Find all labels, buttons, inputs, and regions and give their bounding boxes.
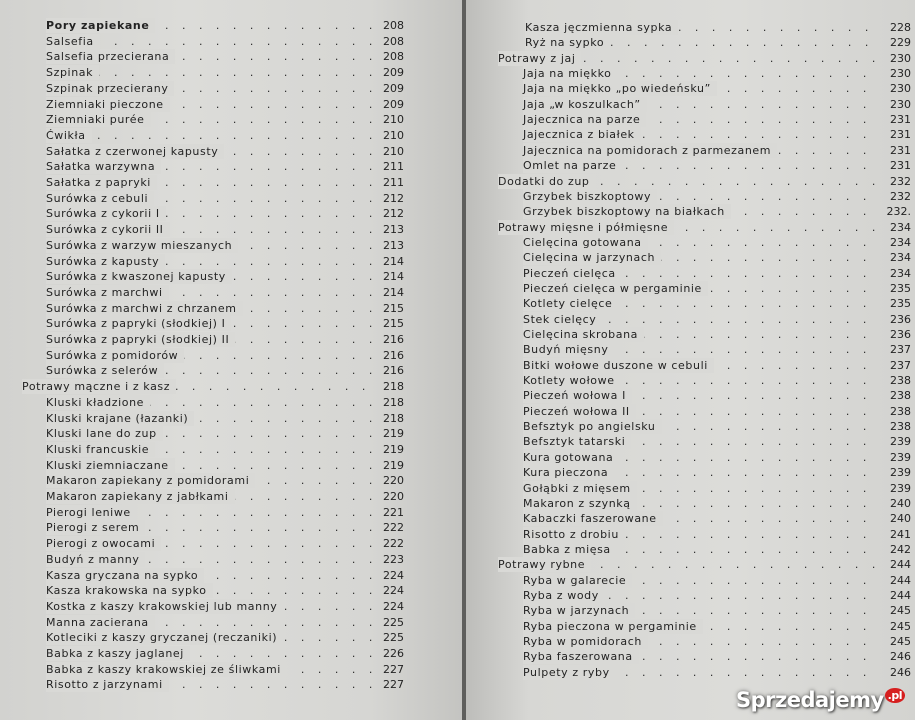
toc-entry (523, 327, 911, 342)
toc-entry (523, 235, 911, 250)
toc-entry (523, 634, 911, 649)
toc-entry-title: Kluski lane do zup (46, 426, 163, 441)
toc-entry-title: Cielęcina skrobana (523, 327, 644, 342)
toc-entry-page: 215 (383, 317, 404, 331)
toc-entry-title: Potrawy rybne (498, 557, 591, 572)
toc-entry-title: Pory zapiekane (46, 18, 155, 33)
toc-entry (523, 573, 911, 588)
toc-entry (46, 615, 404, 630)
toc-entry-page: 220 (383, 474, 404, 488)
toc-entry-title: Pieczeń cielęca (523, 266, 622, 281)
toc-entry (523, 250, 911, 265)
toc-entry-title: Sałatka z czerwonej kapusty (46, 144, 224, 159)
toc-entry (46, 552, 404, 567)
toc-entry-page: 244 (890, 558, 911, 572)
toc-entry-title: Kostka z kaszy krakowskiej lub manny (46, 599, 283, 614)
toc-entry-page: 211 (383, 176, 404, 189)
toc-entry (46, 175, 404, 190)
toc-entry-title: Surówka z pomidorów (46, 348, 184, 363)
toc-entry-page: 211 (383, 160, 404, 174)
toc-entry-page: 231 (890, 159, 911, 173)
toc-entry (46, 348, 404, 363)
toc-entry-title: Kotleciki z kaszy gryczanej (reczaniki) (46, 630, 283, 645)
toc-entry-page: 225 (383, 631, 404, 645)
toc-entry-page: 216 (383, 333, 404, 346)
toc-entry-title: Ryba faszerowana (523, 649, 639, 664)
toc-entry-page: 245 (890, 635, 911, 648)
toc-entry-title: Makaron zapiekany z jabłkami (46, 489, 235, 504)
toc-entry (523, 588, 911, 603)
toc-entry (523, 450, 911, 465)
toc-entry-page: 210 (383, 144, 404, 158)
toc-entry (523, 97, 911, 112)
toc-entry-title: Budyń z manny (46, 552, 145, 567)
toc-entry (523, 542, 911, 557)
toc-entry (46, 112, 404, 127)
toc-entry-page: 239 (890, 435, 911, 449)
toc-entry-page: 227 (383, 662, 404, 676)
toc-entry-title: Ziemniaki purée (46, 112, 151, 127)
toc-entry-title: Kotlety cielęce (523, 296, 618, 311)
toc-entry-page: 218 (383, 380, 404, 394)
toc-entry-title: Kluski ziemniaczane (46, 458, 175, 473)
watermark-text: Sprzedajemy (735, 688, 884, 712)
toc-entry (523, 296, 911, 311)
toc-entry-title: Befsztyk po angielsku (523, 419, 662, 434)
toc-entry-title: Cielęcina gotowana (523, 235, 648, 250)
toc-entry-title: Ziemniaki pieczone (46, 97, 170, 112)
watermark-suffix: .pl (885, 688, 905, 703)
watermark-logo (736, 688, 905, 712)
toc-entry-title: Jaja na miękko „po wiedeńsku” (523, 81, 717, 96)
toc-entry-page: 213 (383, 223, 404, 237)
toc-entry-title: Babka z kaszy krakowskiej ze śliwkami (46, 662, 287, 677)
toc-entry-title: Kura gotowana (523, 450, 619, 465)
right-page (466, 0, 915, 720)
toc-entry-title: Pierogi z owocami (46, 536, 161, 551)
toc-entry-page: 234 (890, 251, 911, 265)
toc-entry-title: Manna zacierana (46, 615, 155, 630)
toc-entry (523, 312, 911, 327)
toc-entry (46, 269, 404, 284)
toc-entry (46, 222, 404, 237)
toc-entry (523, 189, 911, 204)
toc-entry (46, 583, 404, 598)
toc-entry-page: 238 (890, 389, 911, 403)
toc-entry-page: 212 (383, 207, 404, 221)
toc-entry-page: 238 (890, 420, 911, 434)
toc-entry (498, 51, 911, 66)
toc-entry-title: Kotlety wołowe (523, 373, 621, 388)
toc-entry-page: 230 (890, 82, 911, 96)
toc-entry (523, 649, 911, 664)
toc-entry (46, 458, 404, 473)
toc-entry-title: Sałatka z papryki (46, 175, 157, 190)
toc-entry-page: 208 (383, 34, 404, 48)
toc-entry (523, 619, 911, 634)
toc-entry (46, 238, 404, 253)
toc-entry (523, 511, 911, 526)
toc-entry-page: 236 (890, 312, 911, 326)
toc-entry-page: 216 (383, 364, 404, 378)
toc-entry-title: Ryba pieczona w pergaminie (523, 619, 703, 634)
toc-entry-title: Makaron z szynką (523, 496, 637, 511)
toc-entry-page: 231 (890, 113, 911, 127)
toc-entry-title: Potrawy mączne i z kasz (22, 379, 176, 394)
toc-entry-page: 239 (890, 466, 911, 480)
toc-entry-page: 229 (890, 36, 911, 50)
toc-entry (523, 404, 911, 419)
toc-entry-title: Sałatka warzywna (46, 159, 161, 174)
toc-entry-title: Babka z mięsa (523, 542, 617, 557)
toc-entry (46, 568, 404, 583)
toc-entry (46, 630, 404, 645)
toc-entry-title: Budyń mięsny (523, 342, 614, 357)
toc-entry-title: Surówka z marchwi z chrzanem (46, 301, 243, 316)
toc-entry-title: Surówka z cykorii I (46, 206, 166, 221)
toc-entry (46, 505, 404, 520)
toc-entry (46, 49, 404, 64)
toc-entry-title: Dodatki do zup (498, 174, 596, 189)
toc-entry-page: 238 (890, 404, 911, 418)
toc-entry (46, 646, 404, 661)
toc-entry-title: Ryba w galarecie (523, 573, 632, 588)
toc-entry (523, 158, 911, 173)
toc-entry-page: 244 (890, 588, 911, 602)
toc-entry (46, 128, 404, 143)
toc-entry-page: 235 (890, 297, 911, 311)
toc-entry-page: 218 (383, 411, 404, 425)
toc-entry (46, 254, 404, 269)
toc-entry-title: Grzybek biszkoptowy na białkach (523, 204, 731, 219)
toc-entry (46, 332, 404, 347)
toc-entry (525, 20, 911, 35)
toc-entry-title: Ryba w jarzynach (523, 603, 635, 618)
toc-entry-page: 212 (383, 191, 404, 205)
toc-entry-title: Ryż na sypko (525, 35, 610, 50)
toc-entry-page: 230 (890, 51, 911, 65)
toc-entry (46, 97, 404, 112)
toc-entry-page: 214 (383, 254, 404, 268)
toc-entry (46, 363, 404, 378)
toc-entry-page: 215 (383, 301, 404, 315)
toc-entry (46, 316, 404, 331)
toc-entry-page: 219 (383, 442, 404, 456)
toc-entry-page: 246 (890, 650, 911, 664)
toc-entry-title: Surówka z cykorii II (46, 222, 170, 237)
toc-entry-title: Surówka z papryki (słodkiej) I (46, 316, 231, 331)
toc-entry (523, 527, 911, 542)
toc-entry (523, 266, 911, 281)
toc-entry-title: Risotto z drobiu (523, 527, 625, 542)
toc-entry (46, 677, 404, 692)
toc-entry (46, 536, 404, 551)
toc-entry (46, 489, 404, 504)
toc-entry (498, 174, 911, 189)
toc-entry-page: 232. (886, 205, 911, 219)
toc-entry-title: Befsztyk tatarski (523, 434, 631, 449)
toc-entry-title: Surówka z kapusty (46, 254, 165, 269)
toc-entry-title: Ryba w pomidorach (523, 634, 648, 649)
toc-entry-page: 226 (383, 647, 404, 660)
toc-entry-page: 209 (383, 97, 404, 111)
toc-entry (523, 388, 911, 403)
toc-entry (46, 520, 404, 535)
toc-entry-title: Kura pieczona (523, 465, 614, 480)
toc-entry (46, 144, 404, 159)
toc-entry (523, 373, 911, 388)
toc-entry (22, 379, 404, 394)
toc-entry (498, 557, 911, 572)
toc-entry-page: 235 (890, 281, 911, 295)
toc-entry-title: Pierogi leniwe (46, 505, 137, 520)
toc-entry (498, 220, 911, 235)
toc-entry (46, 599, 404, 614)
toc-entry (523, 434, 911, 449)
toc-entry (46, 301, 404, 316)
toc-entry-title: Surówka z selerów (46, 363, 164, 378)
toc-entry-title: Cielęcina w jarzynach (523, 250, 661, 265)
toc-entry-page: 234 (890, 235, 911, 249)
toc-entry (523, 465, 911, 480)
toc-entry-title: Stek cielęcy (523, 312, 602, 327)
toc-entry-page: 224 (383, 568, 404, 582)
toc-entry-title: Risotto z jarzynami (46, 677, 169, 692)
toc-entry (46, 18, 404, 33)
toc-entry (523, 665, 911, 680)
toc-entry (523, 143, 911, 158)
toc-entry-title: Pieczeń cielęca w pergaminie (523, 281, 708, 296)
toc-entry-page: 230 (890, 97, 911, 111)
toc-entry-page: 234 (890, 220, 911, 234)
toc-entry-page: 222 (383, 521, 404, 535)
toc-entry-page: 234 (890, 266, 911, 280)
toc-entry-page: 246 (890, 665, 911, 679)
toc-entry-title: Gołąbki z mięsem (523, 481, 637, 496)
toc-entry-page: 222 (383, 537, 404, 551)
toc-entry-page: 241 (890, 527, 911, 541)
toc-entry-title: Jaja na miękko (523, 66, 618, 81)
toc-entry (523, 81, 911, 96)
toc-entry-page: 220 (383, 490, 404, 503)
toc-entry-page: 242 (890, 542, 911, 556)
toc-entry-page: 240 (890, 512, 911, 526)
toc-entry (46, 473, 404, 488)
toc-entry-title: Szpinak (46, 65, 99, 80)
toc-entry-page: 237 (890, 358, 911, 372)
toc-entry-page: 240 (890, 496, 911, 510)
toc-entry (523, 112, 911, 127)
toc-entry (46, 34, 404, 49)
toc-entry-page: 225 (383, 615, 404, 629)
toc-entry-page: 228 (890, 21, 911, 34)
toc-entry-page: 221 (383, 505, 404, 519)
toc-entry (46, 159, 404, 174)
toc-entry-page: 208 (383, 50, 404, 64)
toc-entry-title: Salsefia (46, 34, 100, 49)
toc-entry-title: Babka z kaszy jaglanej (46, 646, 190, 661)
toc-entry (525, 35, 911, 50)
toc-entry-title: Kabaczki faszerowane (523, 511, 663, 526)
toc-entry-title: Kasza krakowska na sypko (46, 583, 213, 598)
toc-entry-page: 213 (383, 238, 404, 252)
toc-entry-page: 245 (890, 619, 911, 633)
toc-entry-page: 219 (383, 427, 404, 441)
toc-entry-title: Szpinak przecierany (46, 81, 174, 96)
toc-entry (523, 342, 911, 357)
toc-entry (46, 426, 404, 441)
toc-entry-page: 210 (383, 128, 404, 142)
toc-entry (523, 496, 911, 511)
toc-entry-title: Pieczeń wołowa II (523, 404, 636, 419)
toc-entry (46, 442, 404, 457)
toc-entry-page: 216 (383, 348, 404, 362)
toc-entry-title: Pierogi z serem (46, 520, 145, 535)
toc-entry-page: 224 (383, 599, 404, 613)
dot-leader (46, 128, 374, 143)
toc-entry-page: 245 (890, 604, 911, 618)
toc-entry-page: 209 (383, 66, 404, 80)
toc-entry-page: 208 (383, 19, 404, 32)
toc-entry-title: Surówka z cebuli (46, 191, 154, 206)
toc-entry (46, 411, 404, 426)
toc-entry-title: Ćwikła (46, 128, 92, 143)
toc-entry-title: Jajecznica na pomidorach z parmezanem (523, 143, 777, 158)
toc-entry-title: Makaron zapiekany z pomidorami (46, 473, 255, 488)
toc-entry (523, 603, 911, 618)
toc-entry-page: 244 (890, 573, 911, 587)
toc-entry-page: 219 (383, 458, 404, 472)
toc-entry-title: Pieczeń wołowa I (523, 388, 632, 403)
toc-entry-title: Jajecznica z białek (523, 127, 641, 142)
toc-entry-page: 210 (383, 113, 404, 127)
toc-entry-title: Potrawy mięsne i półmięsne (498, 220, 674, 235)
toc-entry-page: 238 (890, 374, 911, 388)
toc-entry (523, 127, 911, 142)
toc-entry-title: Kluski krajane (łazanki) (46, 411, 194, 426)
toc-entry (523, 204, 911, 219)
toc-entry-page: 209 (383, 81, 404, 95)
toc-entry (46, 662, 404, 677)
toc-entry-title: Kasza jęczmienna sypka (525, 20, 678, 35)
toc-entry (523, 481, 911, 496)
toc-entry-page: 231 (890, 128, 911, 142)
toc-entry-page: 214 (383, 285, 404, 299)
toc-entry-page: 232 (890, 174, 911, 188)
toc-entry-title: Salsefia przecierana (46, 49, 175, 64)
toc-entry-title: Surówka z marchwi (46, 285, 169, 300)
toc-entry-page: 214 (383, 270, 404, 284)
toc-entry-title: Potrawy z jaj (498, 51, 581, 66)
toc-entry (46, 395, 404, 410)
toc-entry (523, 419, 911, 434)
toc-entry-title: Surówka z papryki (słodkiej) II (46, 332, 235, 347)
toc-entry-title: Surówka z kwaszonej kapusty (46, 269, 232, 284)
toc-entry (523, 358, 911, 373)
toc-entry-page: 218 (383, 395, 404, 409)
toc-entry-title: Jajecznica na parze (523, 112, 646, 127)
toc-entry (46, 81, 404, 96)
toc-entry-title: Kluski kładzione (46, 395, 150, 410)
toc-entry (523, 66, 911, 81)
toc-entry (46, 285, 404, 300)
toc-entry-title: Grzybek biszkoptowy (523, 189, 657, 204)
toc-entry-page: 236 (890, 328, 911, 341)
toc-entry (46, 191, 404, 206)
toc-entry-page: 239 (890, 481, 911, 495)
toc-entry (46, 65, 404, 80)
toc-entry-title: Kluski francuskie (46, 442, 155, 457)
toc-entry-page: 224 (383, 584, 404, 598)
toc-entry-page: 232 (890, 189, 911, 203)
toc-entry-title: Pulpety z ryby (523, 665, 616, 680)
toc-entry-page: 230 (890, 67, 911, 81)
toc-entry-page: 231 (890, 143, 911, 157)
toc-entry (523, 281, 911, 296)
toc-entry-title: Omlet na parze (523, 158, 622, 173)
toc-entry-title: Ryba z wody (523, 588, 605, 603)
toc-entry-title: Surówka z warzyw mieszanych (46, 238, 238, 253)
toc-entry-title: Kasza gryczana na sypko (46, 568, 204, 583)
toc-entry-page: 239 (890, 450, 911, 464)
toc-entry-title: Jaja „w koszulkach” (523, 97, 647, 112)
toc-entry-page: 237 (890, 343, 911, 357)
toc-entry-page: 223 (383, 552, 404, 566)
toc-entry-title: Bitki wołowe duszone w cebuli (523, 358, 714, 373)
toc-entry-page: 227 (383, 678, 404, 692)
toc-entry (46, 206, 404, 221)
